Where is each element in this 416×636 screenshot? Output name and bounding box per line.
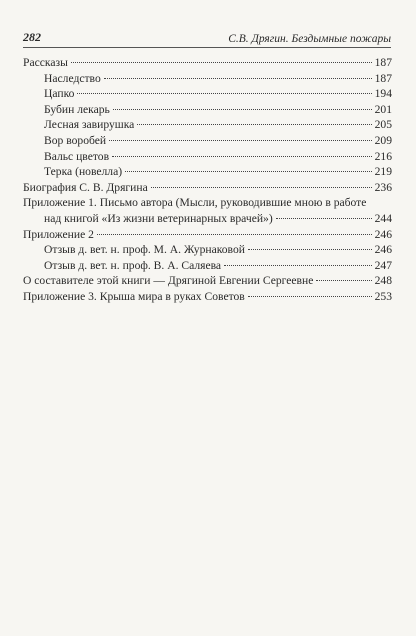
- page-number: 282: [23, 30, 41, 44]
- toc-entry-title: Лесная завирушка: [44, 118, 135, 132]
- toc-entry-page: 209: [374, 133, 392, 147]
- toc-entry-biography: [23, 180, 392, 196]
- dot-leader: [316, 280, 371, 281]
- running-title: С.В. Дрягин. Бездымные пожары: [228, 33, 391, 45]
- toc-entry-title: Приложение 3. Крыша мира в руках Советов: [23, 289, 245, 303]
- toc-entry-page: 247: [374, 258, 392, 272]
- toc-entry-page: 236: [374, 180, 392, 194]
- toc-entry-title: Рассказы: [23, 56, 68, 69]
- toc-entry-thief-sparrow: [23, 133, 392, 149]
- dot-leader: [71, 62, 372, 63]
- toc-entry-review-salyaev: [23, 258, 392, 274]
- toc-entry-page: 205: [374, 118, 392, 132]
- toc-entry-title-line1: Приложение 1. Письмо автора (Мысли, руководившие мною в работе: [23, 196, 367, 210]
- dot-leader: [125, 171, 372, 172]
- dot-leader: [151, 187, 372, 188]
- toc-entry-page: 219: [374, 165, 392, 179]
- toc-entry-stories: [23, 55, 392, 71]
- toc-entry-appendix-2: [23, 227, 392, 243]
- toc-entry-review-zhurnakova: [23, 242, 392, 258]
- toc-entry-appendix-3: [23, 289, 392, 305]
- toc-entry-page: 187: [374, 71, 392, 85]
- toc-entry-page: 187: [374, 56, 392, 69]
- dot-leader: [248, 249, 372, 250]
- toc-entry-page: 201: [374, 102, 392, 116]
- toc-entry-bubin-doctor: [23, 102, 392, 118]
- toc-entry-title: О составителе этой книги — Дрягиной Евгении Сергеевне: [23, 274, 314, 288]
- toc-entry-title: Биография С. В. Дрягина: [23, 180, 148, 194]
- toc-entry-inheritance: [23, 71, 392, 87]
- dot-leader: [109, 140, 372, 141]
- toc-entry-terka: [23, 164, 392, 180]
- dot-leader: [137, 124, 371, 125]
- toc-entry-appendix-1: [23, 195, 392, 226]
- toc-entry-page: 244: [374, 211, 392, 225]
- toc-entry-page: 246: [374, 243, 392, 257]
- dot-leader: [224, 265, 372, 266]
- toc-entry-page: 216: [374, 149, 392, 163]
- dot-leader: [248, 296, 372, 297]
- toc-entry-title: Бубин лекарь: [44, 102, 110, 116]
- toc-entry-about-compiler: [23, 273, 392, 289]
- dot-leader: [77, 93, 371, 94]
- toc-entry-tsapko: [23, 86, 392, 102]
- toc-entry-title: Вальс цветов: [44, 149, 110, 163]
- table-of-contents: [23, 55, 392, 305]
- toc-entry-line2: [23, 211, 392, 227]
- toc-entry-title: Вор воробей: [44, 133, 107, 147]
- dot-leader: [276, 218, 372, 219]
- toc-entry-waltz-of-flowers: [23, 149, 392, 165]
- toc-entry-title-line2: над книгой «Из жизни ветеринарных врачей»): [44, 211, 273, 225]
- toc-entry-title: Цапко: [44, 87, 75, 101]
- toc-entry-page: 194: [374, 87, 392, 101]
- toc-entry-page: 248: [374, 274, 392, 288]
- dot-leader: [104, 78, 372, 79]
- running-header: [23, 30, 391, 48]
- toc-entry-page: 246: [374, 227, 392, 241]
- toc-entry-forest-accentor: [23, 117, 392, 133]
- toc-entry-title: Приложение 2: [23, 227, 94, 241]
- toc-entry-title: Отзыв д. вет. н. проф. В. А. Саляева: [44, 258, 222, 272]
- toc-entry-title: Отзыв д. вет. н. проф. М. А. Журнаковой: [44, 243, 245, 257]
- toc-entry-page: 253: [374, 289, 392, 303]
- toc-entry-title: Терка (новелла): [44, 165, 123, 179]
- dot-leader: [97, 234, 372, 235]
- dot-leader: [112, 156, 372, 157]
- toc-entry-title: Наследство: [44, 71, 101, 85]
- dot-leader: [113, 109, 372, 110]
